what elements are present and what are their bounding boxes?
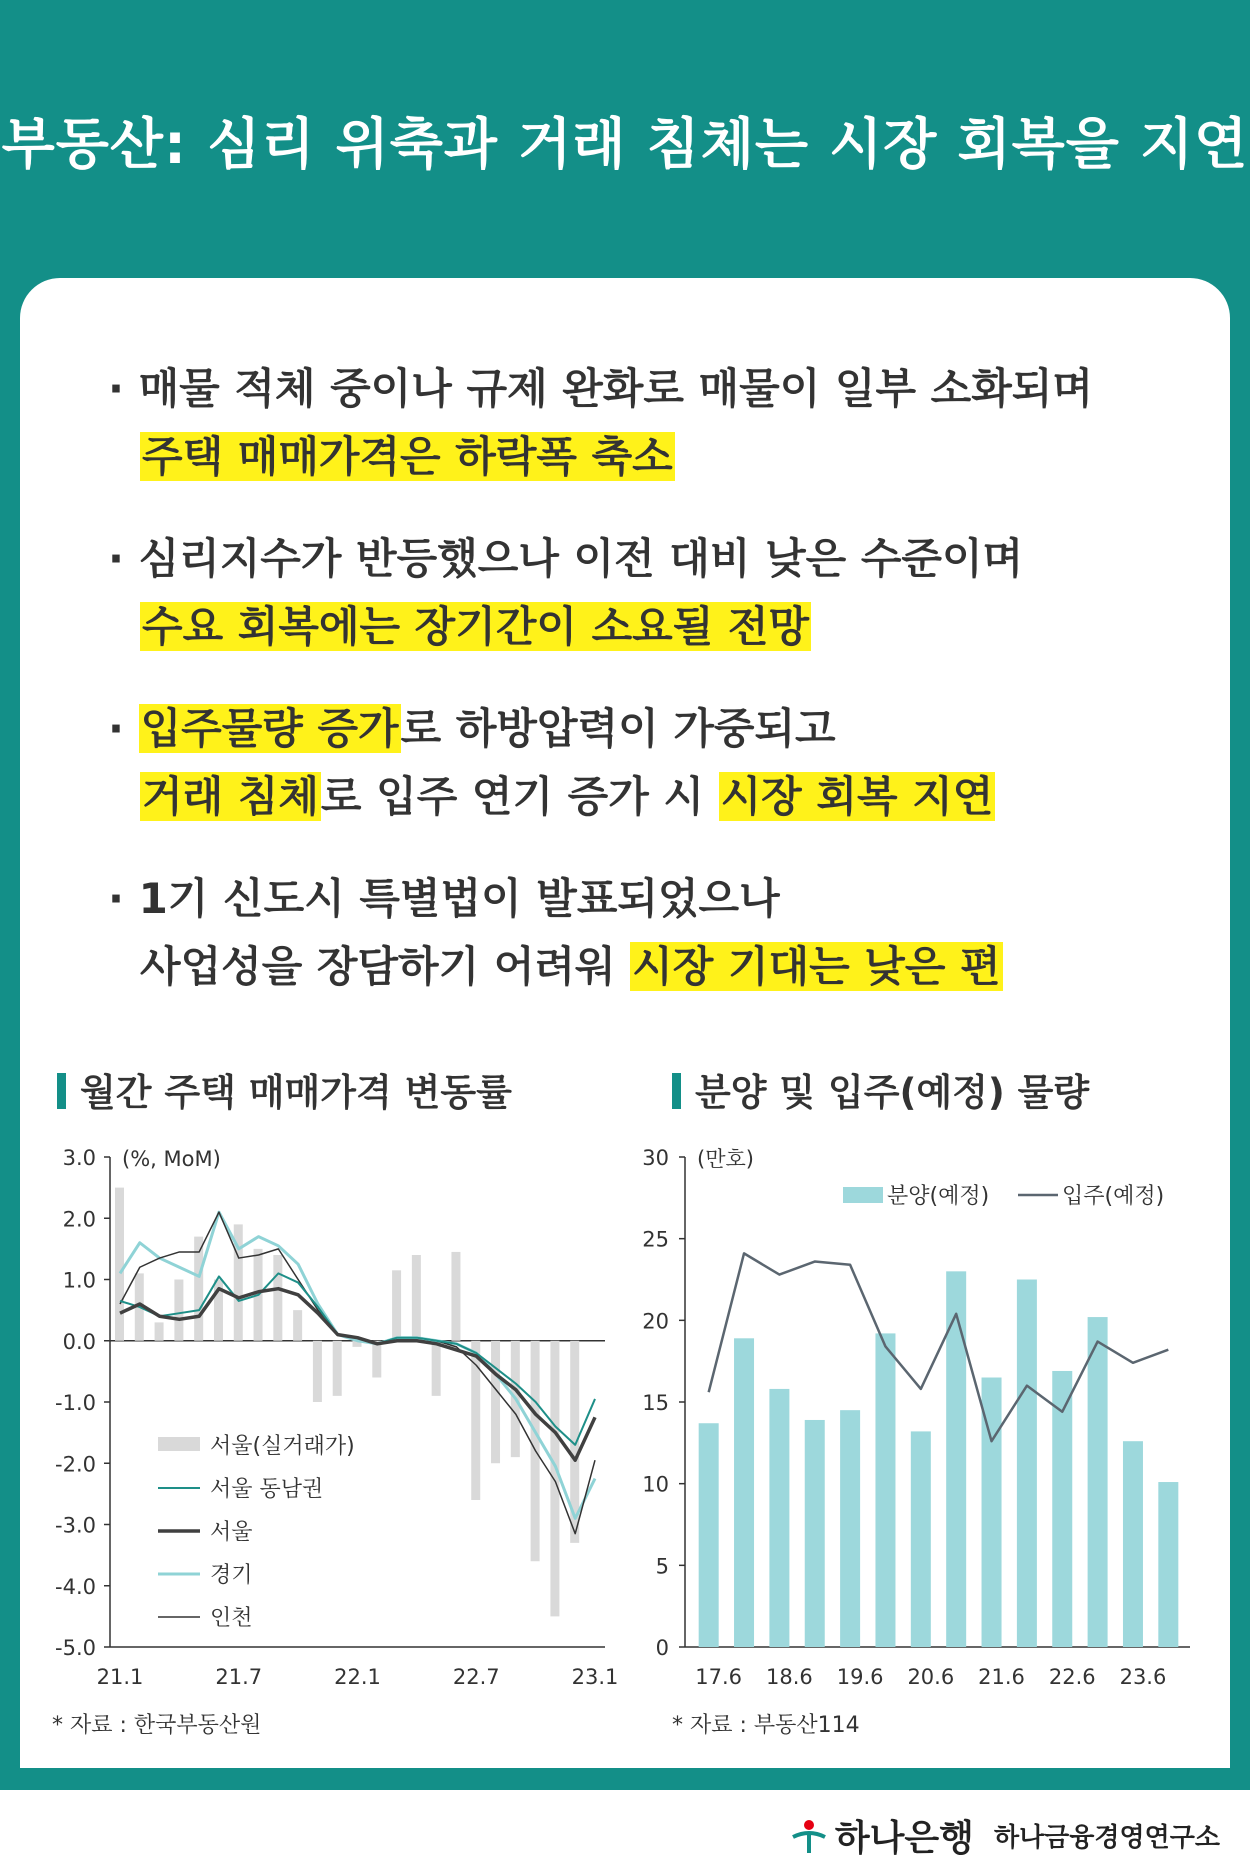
y-tick-label: 1.0 <box>62 1268 96 1293</box>
bar-seoul-transaction <box>451 1252 460 1341</box>
bar-seoul-transaction <box>491 1341 500 1464</box>
bar-presale <box>1088 1317 1108 1647</box>
bullet-line <box>108 355 1093 423</box>
legend-label: 인천 <box>210 1606 253 1631</box>
bar-seoul-transaction <box>115 1188 124 1341</box>
institute-name: 하나금융경영연구소 <box>993 1822 1220 1853</box>
page-title: 부동산: 심리 위축과 거래 침체는 시장 회복을 지연 <box>1 112 1249 176</box>
bar-seoul-transaction <box>273 1255 282 1341</box>
y-tick-label: 30 <box>642 1146 669 1170</box>
title-accent-bar <box>672 1073 681 1109</box>
bullet-text: · 1기 신도시 특별법이 발표되었으나 <box>108 874 780 923</box>
y-tick-label: 10 <box>642 1472 669 1497</box>
y-tick-label: 3.0 <box>62 1146 96 1170</box>
highlighted-text: 시장 회복 지연 <box>720 772 994 821</box>
highlighted-text: 수요 회복에는 장기간이 소요될 전망 <box>142 602 810 651</box>
y-tick-label: 0.0 <box>62 1329 96 1354</box>
y-tick-label: -5.0 <box>55 1636 96 1660</box>
bar-seoul-transaction <box>412 1255 421 1341</box>
x-tick-label: 22.6 <box>1048 1665 1096 1689</box>
x-tick-label: 17.6 <box>695 1665 743 1689</box>
legend-swatch <box>843 1187 883 1203</box>
bullet-item <box>108 865 1003 1001</box>
y-tick-label: 0 <box>655 1636 669 1660</box>
line-seoul-southeast <box>120 1273 595 1445</box>
x-tick-label: 21.7 <box>215 1665 263 1689</box>
line-gyeonggi <box>120 1212 595 1518</box>
highlighted-text: 거래 침체 <box>142 772 319 821</box>
chart1-title <box>57 1062 512 1116</box>
line-incheon <box>120 1212 595 1534</box>
bar-presale <box>734 1338 754 1647</box>
bullet-text: 사업성을 장담하기 어려워 <box>140 942 631 991</box>
legend-label: 경기 <box>210 1563 253 1588</box>
legend-label: 서울 <box>210 1520 253 1545</box>
legend-label: 분양(예정) <box>887 1184 990 1209</box>
y-tick-label: -3.0 <box>55 1513 96 1538</box>
bullet-line <box>108 763 995 831</box>
bar-presale <box>1017 1280 1037 1648</box>
bullet-text: · <box>108 704 139 753</box>
bullet-line <box>108 933 1003 1001</box>
y-tick-label: 20 <box>642 1309 669 1334</box>
hana-logo-icon <box>789 1815 829 1855</box>
bar-presale <box>769 1389 789 1647</box>
bullet-line <box>108 423 1093 491</box>
bar-presale <box>840 1410 860 1647</box>
highlighted-text: 주택 매매가격은 하락폭 축소 <box>142 432 673 481</box>
bullet-item <box>108 695 995 831</box>
bullet-line <box>108 865 1003 933</box>
legend-label: 서울(실거래가) <box>210 1434 355 1459</box>
bullet-item <box>108 525 1023 661</box>
bullet-text: 로 입주 연기 증가 시 <box>320 772 719 821</box>
bar-presale <box>875 1333 895 1647</box>
bullet-item <box>108 355 1093 491</box>
bar-seoul-transaction <box>155 1322 164 1340</box>
bar-seoul-transaction <box>432 1341 441 1396</box>
y-tick-label: 15 <box>642 1391 669 1415</box>
bank-name: 하나은행 <box>834 1817 974 1859</box>
title-accent-bar <box>57 1073 66 1109</box>
x-tick-label: 23.6 <box>1119 1665 1167 1689</box>
bar-seoul-transaction <box>174 1280 183 1341</box>
bullet-line <box>108 525 1023 593</box>
bar-presale <box>805 1420 825 1647</box>
x-tick-label: 22.7 <box>452 1665 500 1689</box>
chart1-source: * 자료 : 한국부동산원 <box>52 1713 262 1738</box>
bar-seoul-transaction <box>550 1341 559 1617</box>
bar-presale <box>911 1431 931 1647</box>
x-tick-label: 22.1 <box>334 1665 381 1689</box>
chart1-title-text: 월간 주택 매매가격 변동률 <box>80 1071 512 1114</box>
y-tick-label: 2.0 <box>62 1207 96 1232</box>
bar-seoul-transaction <box>333 1341 342 1396</box>
y-tick-label: 25 <box>642 1227 669 1252</box>
bar-presale <box>1123 1441 1143 1647</box>
chart2-title-text: 분양 및 입주(예정) 물량 <box>695 1071 1090 1114</box>
supply-chart <box>640 1135 1210 1695</box>
x-tick-label: 21.6 <box>978 1665 1025 1689</box>
y-tick-label: -1.0 <box>55 1391 96 1415</box>
bar-presale <box>699 1423 719 1647</box>
unit-label: (만호) <box>697 1147 754 1171</box>
x-tick-label: 20.6 <box>907 1665 955 1689</box>
chart2-title <box>672 1062 1089 1116</box>
highlighted-text: 시장 기대는 낮은 편 <box>632 942 1001 991</box>
x-tick-label: 23.1 <box>571 1665 619 1689</box>
y-tick-label: -4.0 <box>55 1574 96 1599</box>
bar-presale <box>1158 1482 1178 1647</box>
line-seoul <box>120 1289 595 1461</box>
bullet-text: 로 하방압력이 가중되고 <box>400 704 836 753</box>
price-change-chart <box>40 1135 620 1695</box>
bar-seoul-transaction <box>293 1310 302 1341</box>
legend-swatch <box>158 1437 200 1451</box>
bullet-line <box>108 695 995 763</box>
bar-seoul-transaction <box>392 1270 401 1340</box>
x-tick-label: 19.6 <box>836 1665 884 1689</box>
bar-seoul-transaction <box>372 1341 381 1378</box>
bullet-text: · 매물 적체 중이나 규제 완화로 매물이 일부 소화되며 <box>108 364 1093 413</box>
x-tick-label: 21.1 <box>96 1665 144 1689</box>
x-tick-label: 18.6 <box>766 1665 813 1689</box>
unit-label: (%, MoM) <box>122 1147 221 1171</box>
legend-label: 서울 동남권 <box>210 1477 324 1502</box>
y-tick-label: -2.0 <box>55 1452 96 1477</box>
bar-seoul-transaction <box>313 1341 322 1402</box>
highlighted-text: 입주물량 증가 <box>140 704 399 753</box>
bullet-text: · 심리지수가 반등했으나 이전 대비 낮은 수준이며 <box>108 534 1024 583</box>
chart2-source: * 자료 : 부동산114 <box>672 1713 860 1738</box>
footer <box>789 1810 1220 1860</box>
bullet-line <box>108 593 1023 661</box>
legend-label: 입주(예정) <box>1062 1184 1165 1209</box>
y-tick-label: 5 <box>655 1554 669 1579</box>
